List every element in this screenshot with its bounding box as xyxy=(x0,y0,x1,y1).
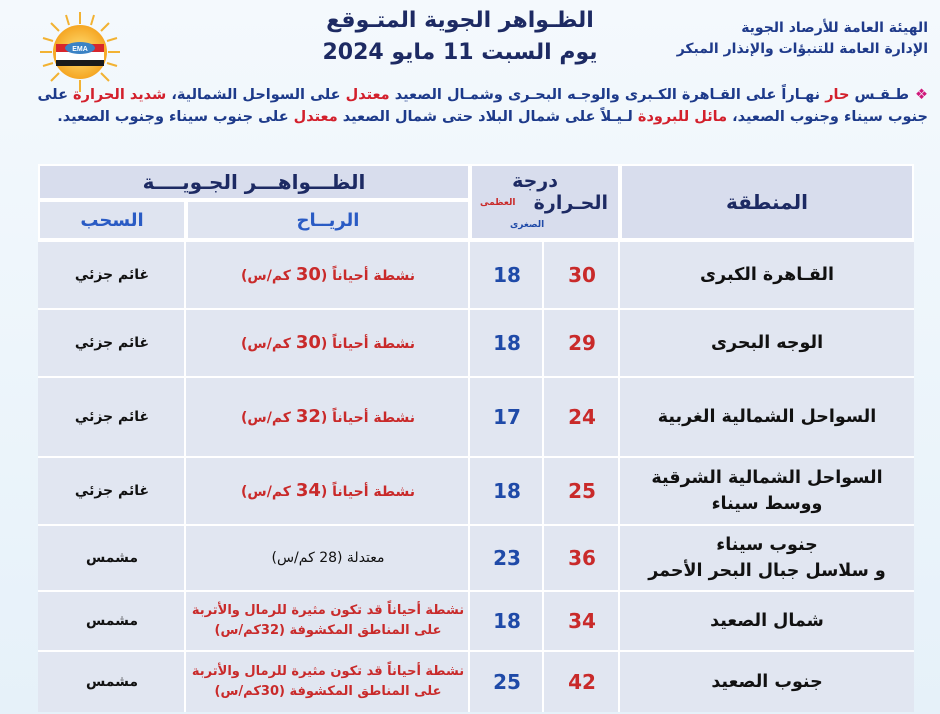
bullet-icon: ❖ xyxy=(915,87,928,103)
min-temp: 18 xyxy=(493,609,521,633)
page-title: الظـواهر الجوية المتـوقع xyxy=(326,8,594,33)
clouds-text: مشمس xyxy=(85,550,139,566)
min-temp: 18 xyxy=(493,479,521,503)
region-name: جنوب سيناء و سلاسل جبال البحر الأحمر xyxy=(648,535,886,581)
wind-text: نشطة أحياناً قد تكون مثيرة للرمال والأتربة على المناطق المكشوفة (32كم/س) xyxy=(191,603,465,638)
max-temp: 30 xyxy=(568,263,596,287)
table-row xyxy=(38,592,914,650)
header-phenomena xyxy=(38,164,470,200)
organization-name xyxy=(677,18,928,60)
header-region xyxy=(620,164,914,240)
table-row xyxy=(38,310,914,376)
clouds-text: مشمس xyxy=(85,613,139,629)
header-phenomena-label: الظـــواهـــر الجـويــــة xyxy=(142,170,366,194)
header-wind-label: الريــاح xyxy=(296,209,360,231)
max-temp: 25 xyxy=(568,479,596,503)
summary-highlight: مائل للبرودة xyxy=(637,109,728,125)
forecast-date: يوم السبت 11 مايو 2024 xyxy=(322,40,598,65)
wind-text: نشطة أحياناً قد تكون مثيرة للرمال والأتربة على المناطق المكشوفة (30كم/س) xyxy=(191,664,465,699)
header-temperature xyxy=(470,164,620,240)
summary-highlight: شديد الحرارة xyxy=(73,87,167,103)
min-temp: 17 xyxy=(493,405,521,429)
header-temp-line2: الحـرارة xyxy=(533,192,608,214)
table-row xyxy=(38,458,914,524)
max-temp: 24 xyxy=(568,405,596,429)
clouds-text: مشمس xyxy=(85,674,139,690)
page-header xyxy=(0,0,940,80)
forecast-table xyxy=(38,164,914,712)
region-name: شمال الصعيد xyxy=(710,611,824,631)
min-temp: 18 xyxy=(493,263,521,287)
wind-text: نشطة أحياناً (30 كم/س) xyxy=(240,331,416,353)
org-line-2: الإدارة العامة للتنبؤات والإنذار المبكر xyxy=(676,41,928,57)
min-temp: 25 xyxy=(493,670,521,694)
table-row xyxy=(38,526,914,590)
summary-text: لـيـلاً على شمال البلاد حتى شمال الصعيد xyxy=(337,109,638,125)
weather-summary xyxy=(12,84,928,128)
clouds-text: غائم جزئي xyxy=(74,483,150,499)
min-temp: 18 xyxy=(493,331,521,355)
header-clouds-label: السحب xyxy=(80,209,144,231)
max-temp: 34 xyxy=(568,609,596,633)
header-temp-max: العظمى xyxy=(480,198,516,208)
region-name: القـاهرة الكبرى xyxy=(700,265,834,285)
max-temp: 36 xyxy=(568,546,596,570)
table-row xyxy=(38,652,914,712)
summary-text: على جنوب سيناء وجنوب الصعيد، xyxy=(37,87,928,125)
summary-text: على السواحل الشمالية، xyxy=(166,87,346,103)
summary-highlight: معتدل xyxy=(293,109,338,125)
clouds-text: غائم جزئي xyxy=(74,409,150,425)
table-row xyxy=(38,378,914,456)
table-row xyxy=(38,242,914,308)
clouds-text: غائم جزئي xyxy=(74,267,150,283)
region-name: الوجه البحرى xyxy=(710,333,824,353)
wind-text: نشطة أحياناً (30 كم/س) xyxy=(240,263,416,285)
min-temp: 23 xyxy=(493,546,521,570)
wind-text: نشطة أحياناً (34 كم/س) xyxy=(240,479,416,501)
summary-text: طـقـس xyxy=(849,87,909,103)
svg-text:EMA: EMA xyxy=(72,46,88,53)
header-region-label: المنطقة xyxy=(726,190,808,214)
wind-text: نشطة أحياناً (32 كم/س) xyxy=(240,405,416,427)
clouds-text: غائم جزئي xyxy=(74,335,150,351)
header-wind xyxy=(186,200,470,240)
max-temp: 42 xyxy=(568,670,596,694)
summary-highlight: حار xyxy=(825,87,850,103)
region-name: جنوب الصعيد xyxy=(711,672,823,692)
summary-text: نهـاراً على القـاهرة الكـبرى والوجـه البحـرى وشمـال الصعيد xyxy=(389,87,826,103)
region-name: السواحل الشمالية الغربية xyxy=(657,407,877,427)
ema-logo-icon xyxy=(38,10,122,94)
org-line-1: الهيئة العامة للأرصاد الجوية xyxy=(741,20,928,36)
max-temp: 29 xyxy=(568,331,596,355)
header-temp-line1: درجة xyxy=(512,170,558,192)
header-temp-min: الصغرى xyxy=(510,220,545,230)
summary-text: على جنوب سيناء وجنوب الصعيد. xyxy=(57,109,294,125)
wind-text: معتدلة (28 كم/س) xyxy=(271,550,385,566)
region-name: السواحل الشمالية الشرقية ووسط سيناء xyxy=(651,468,883,514)
header-clouds xyxy=(38,200,186,240)
summary-highlight: معتدل xyxy=(345,87,390,103)
